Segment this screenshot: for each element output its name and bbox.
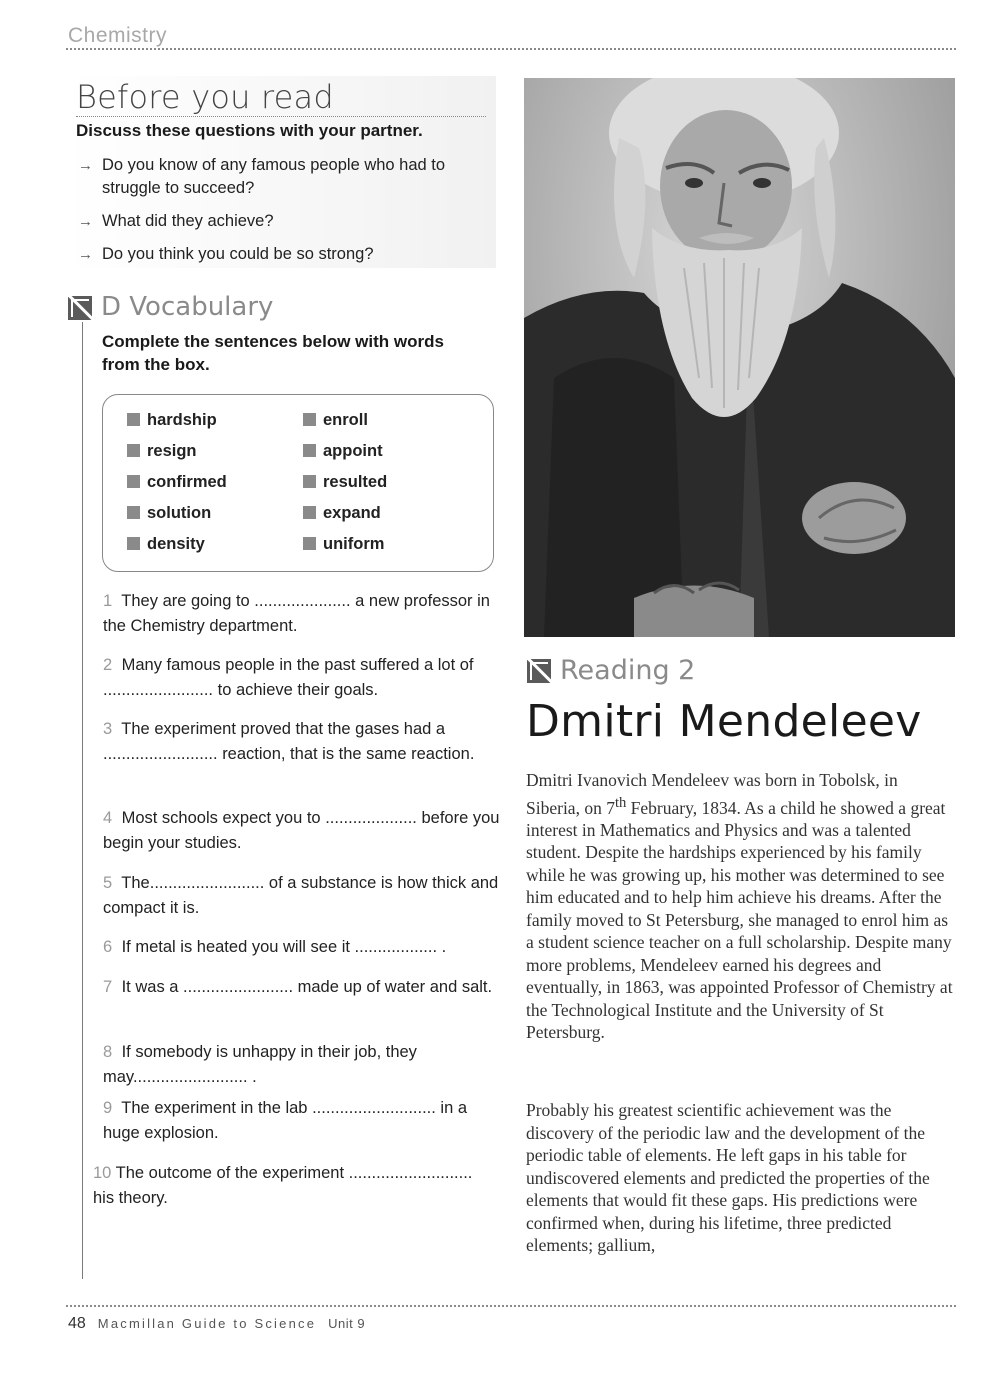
exercise-item: 7 It was a ........................ made up of water and salt. — [103, 978, 493, 996]
unit-label: Unit 9 — [328, 1316, 366, 1331]
bullet-square-icon — [303, 444, 316, 457]
bullet-square-icon — [127, 475, 140, 488]
word-item: uniform — [303, 533, 387, 564]
word-item: enroll — [303, 409, 387, 440]
word-item: resign — [127, 440, 227, 471]
bullet-square-icon — [127, 413, 140, 426]
question-item: → Do you know of any famous people who had to struggle to succeed? — [78, 156, 446, 197]
bullet-square-icon — [303, 537, 316, 550]
section-corner-icon — [527, 659, 551, 683]
word-column — [127, 409, 227, 564]
arrow-right-icon: → — [78, 157, 93, 174]
word-box — [102, 394, 494, 572]
arrow-right-icon: → — [78, 246, 93, 263]
bullet-square-icon — [127, 537, 140, 550]
exercise-item: 3 The experiment proved that the gases had a ......................... reaction, that is the same reaction. — [103, 720, 475, 763]
exercise-item: 5 The......................... of a substance is how thick and compact it is. — [103, 874, 499, 917]
footer-divider — [66, 1305, 956, 1307]
bullet-square-icon — [303, 475, 316, 488]
before-you-read-instruction: Discuss these questions with your partner. — [76, 121, 423, 140]
exercise-item: 8 If somebody is unhappy in their job, they may......................... . — [103, 1043, 417, 1086]
book-title: Macmillan Guide to Science — [97, 1316, 317, 1331]
article-paragraph: Dmitri Ivanovich Mendeleev was born in Tobolsk, in Siberia, on 7th February, 1834. As a child he showed a great interest in Mathematics and Physics and was a talented student. Despite the hardships experienced by his family while he was growing up, his mother was determined to see him educated and to help him achieve his dreams. After the family moved to St Petersburg, she managed to enrol him as a student science teacher on a full scholarship. Despite many more problems, Mendeleev earned his degrees and eventually, in 1863, was appointed Professor of Chemistry at the Technological Institute and the University of St Petersburg. — [526, 770, 953, 1043]
word-item: density — [127, 533, 227, 564]
page-number: 48 — [68, 1315, 86, 1332]
bullet-square-icon — [303, 413, 316, 426]
word-item: expand — [303, 502, 387, 533]
word-item: confirmed — [127, 471, 227, 502]
exercise-item: 1 They are going to ..................... a new professor in the Chemistry department. — [103, 592, 490, 635]
section-corner-icon — [68, 296, 92, 320]
before-you-read-title: Before you read — [76, 78, 334, 116]
portrait-illustration — [524, 78, 955, 637]
arrow-right-icon: → — [78, 213, 93, 230]
section-side-rule — [82, 322, 83, 1279]
vocabulary-instruction: Complete the sentences below with words from the box. — [102, 332, 444, 374]
exercise-item: 2 Many famous people in the past suffered a lot of ........................ to achieve their goals. — [103, 656, 474, 699]
word-column — [303, 409, 387, 564]
bullet-square-icon — [303, 506, 316, 519]
subject-header: Chemistry — [68, 24, 168, 47]
page-footer — [68, 1315, 365, 1333]
vocabulary-title: D Vocabulary — [101, 292, 274, 322]
article-title: Dmitri Mendeleev — [526, 696, 922, 747]
word-item: appoint — [303, 440, 387, 471]
question-item: → Do you think you could be so strong? — [78, 243, 498, 266]
title-underline — [76, 116, 486, 117]
word-item: resulted — [303, 471, 387, 502]
word-item: solution — [127, 502, 227, 533]
reading-label: Reading 2 — [560, 655, 696, 686]
word-item: hardship — [127, 409, 227, 440]
exercise-item: 9 The experiment in the lab ........................... in a huge explosion. — [103, 1099, 468, 1142]
article-paragraph: Probably his greatest scientific achievement was the discovery of the periodic law and the development of the periodic table of elements. He left gaps in his table for undiscovered elements and predicted the properties of the elements that would fit these gaps. His predictions were confirmed when, during his lifetime, three predicted elements; gallium, — [526, 1100, 930, 1255]
exercise-item: 6 If metal is heated you will see it .................. . — [103, 938, 447, 956]
bullet-square-icon — [127, 444, 140, 457]
header-divider — [66, 48, 956, 50]
question-item: → What did they achieve? — [78, 210, 498, 233]
bullet-square-icon — [127, 506, 140, 519]
exercise-item: 10 The outcome of the experiment ........................... his theory. — [93, 1164, 473, 1207]
exercise-item: 4 Most schools expect you to .................... before you begin your studies. — [103, 809, 500, 852]
question-list — [78, 154, 498, 276]
portrait-photo — [524, 78, 955, 637]
